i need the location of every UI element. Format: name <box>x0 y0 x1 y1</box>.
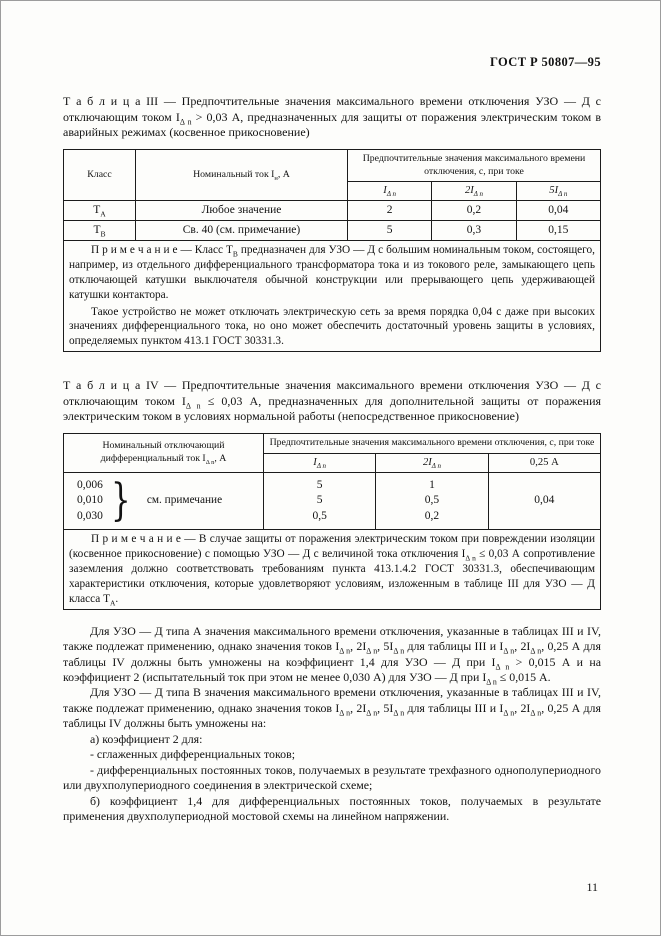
current-value: 0,006 <box>77 478 103 491</box>
table-iv-subcol-2idn: $2I_{\Delta n}$ <box>376 453 488 472</box>
brace-glyph: } <box>110 475 131 527</box>
value-line: 0,5 <box>424 494 440 507</box>
value-cell: 0,04 <box>516 201 600 221</box>
table-iii-subcol-idn: $I_{\Delta n}$ <box>348 182 432 201</box>
class-cell: $Т_В$ <box>64 220 136 240</box>
paragraph-type-b: Для УЗО — Д типа В значения максимального времени отключения, указанные в таблицах III и IV, также подлежат применению, однако значения токов $I_{\Delta n}$, $2I_{\Delta n}$, $5I_{\Delta n}$ для таблицы III и $I_{\Delta n}$, $2I_{\Delta n}$, 0,25 А для таблицы IV должны быть умножены на: <box>63 685 601 731</box>
value-cell: 0,3 <box>432 220 516 240</box>
value-cell: 5 <box>348 220 432 240</box>
nominal-current-cell: Св. 40 (см. примечание) <box>136 220 348 240</box>
value-cell <box>264 472 376 530</box>
value-line: 5 <box>316 478 323 491</box>
table-iv-note <box>64 530 601 610</box>
table-iii-group-header: Предпочтительные значения максимального времени отключения, с, при токе <box>348 149 601 181</box>
table-iv-header-row <box>64 434 601 454</box>
table-iv-subcol-025a: 0,25 А <box>488 453 600 472</box>
table-row <box>64 472 601 530</box>
value-cell: 0,2 <box>432 201 516 221</box>
table-iv-subcol-idn: $I_{\Delta n}$ <box>264 453 376 472</box>
note-paragraph: Такое устройство не может отключать электрическую сеть за время порядка 0,04 с даже при высоких значениях дифференциального тока, но оно может обеспечить достаточный уровень защиты в условиях, определяемых пунктом 413.1 ГОСТ 30331.3. <box>69 305 595 348</box>
table-iii-caption: Т а б л и ц а III — Предпочтительные значения максимального времени отключения УЗО — Д с отключающим током $I_{\Delta n} > 0,03$ А, предназначенных для защиты от поражения электрическим током в аварийных режимах (косвенное прикосновение) <box>63 94 602 140</box>
table-iii-col-nominal: Номинальный ток $I_н$, А <box>136 149 348 200</box>
table-iii-subcol-2idn: $2I_{\Delta n}$ <box>432 182 516 201</box>
current-value: 0,030 <box>77 509 103 522</box>
current-value: 0,010 <box>77 494 103 507</box>
table-note-row <box>64 530 601 610</box>
see-note-label: см. примечание <box>146 494 223 507</box>
nominal-current-cell: Любое значение <box>136 201 348 221</box>
page-content <box>63 55 601 825</box>
table-iii-note <box>64 240 601 351</box>
table-iii-col-class: Класс <box>64 149 136 200</box>
table-iii-subcol-5idn: $5I_{\Delta n}$ <box>516 182 600 201</box>
table-iv-caption: Т а б л и ц а IV — Предпочтительные значения максимального времени отключения УЗО — Д с отключающим током $I_{\Delta n} \le 0,03$ А, предназначенных для дополнительной защиты от поражения электрическим током в условиях нормальной работы (непосредственное прикосновение) <box>63 378 602 424</box>
document-header: ГОСТ Р 50807—95 <box>489 55 601 69</box>
table-note-row <box>64 240 601 351</box>
value-line: 5 <box>316 494 323 507</box>
value-cell <box>376 472 488 530</box>
value-line: 0,2 <box>424 509 440 522</box>
value-cell: 2 <box>348 201 432 221</box>
table-iii <box>63 149 601 352</box>
table-iii-header-row <box>64 149 601 181</box>
list-item-a1: - сглаженных дифференциальных токов; <box>90 747 296 762</box>
value-cell: 0,04 <box>488 472 600 530</box>
note-paragraph: П р и м е ч а н и е — В случае защиты от поражения электрическим током при повреждении изоляции (косвенное прикосновение) с помощью УЗО — Д с величиной тока отключения $I_{\Delta n} \le 0,03$ А сопротивление заземления должно соответствовать требованиям пункта 413.1.4.2 ГОСТ 30331.3, обеспечивающим характеристики отключения, которые удовлетворяют условиям, изложенным в таблице III для УЗО — Д класса $Т_А$. <box>69 533 595 607</box>
table-iv-group-header: Предпочтительные значения максимального времени отключения, с, при токе <box>264 434 601 454</box>
value-line: 1 <box>429 478 435 491</box>
paragraph-type-a: Для УЗО — Д типа А значения максимального времени отключения, указанные в таблицах III и IV, также подлежат применению, однако значения токов $I_{\Delta n}$, $2I_{\Delta n}$, $5I_{\Delta n}$ для таблицы III и $I_{\Delta n}$, $2I_{\Delta n}$, 0,25 А для таблицы IV должны быть умножены на коэффициент 1,4 для УЗО — Д при $I_{\Delta n} > 0,015$ А и на коэффициент 2 (испытательный ток при этом не менее 0,030 А) для УЗО — Д при $I_{\Delta n} \le 0,015$ А. <box>63 623 601 687</box>
list-item-a: а) коэффициент 2 для: <box>90 731 203 746</box>
list-item-b: б) коэффициент 1,4 для дифференциальных постоянных токов, получаемых в результате применения двухполупериодной мостовой схемы на линейном напряжении. <box>63 793 601 824</box>
current-values <box>77 478 103 525</box>
note-paragraph: П р и м е ч а н и е — Класс $Т_В$ предназначен для УЗО — Д с большим номинальным током, состоящего, например, из отдельного дифференциального трансформатора тока и из токового реле, замыкающего цепь отключающей катушки выключателя обычной конструкции или прерывающего цепь удерживающей катушки контактора. <box>69 243 595 301</box>
differential-current-cell <box>64 472 264 530</box>
class-cell: $Т_А$ <box>64 201 136 221</box>
current-values-group <box>69 475 258 528</box>
value-cell: 0,15 <box>516 220 600 240</box>
table-row <box>64 220 601 240</box>
table-row <box>64 201 601 221</box>
table-iv <box>63 433 601 610</box>
page-number: 11 <box>586 880 598 894</box>
list-item-a2: - дифференциальных постоянных токов, получаемых в результате трехфазного однополупериодного или двухполупериодного соединения в электрической схеме; <box>63 762 601 793</box>
table-iv-col-current: Номинальный отключающий дифференциальный ток $I_{\Delta n}$, А <box>64 434 264 473</box>
value-line: 0,5 <box>312 509 327 522</box>
